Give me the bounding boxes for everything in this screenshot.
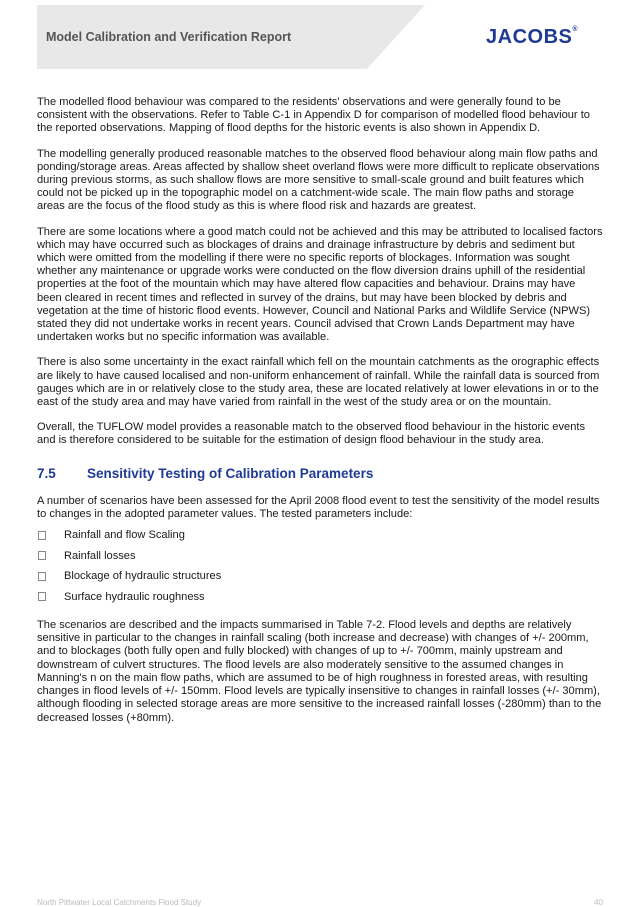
list-item-text: Blockage of hydraulic structures: [64, 570, 222, 583]
section-intro: A number of scenarios have been assessed for the April 2008 flood event to test the sensitivity of the model results to changes in the adopted parameter values. The tested parameters include:: [37, 494, 600, 520]
paragraph: Overall, the TUFLOW model provides a reasonable match to the observed flood behaviour in the historic events and is therefore considered to be suitable for the estimation of design flood behaviour in the study area.: [37, 421, 585, 447]
bullet-icon: [38, 592, 46, 601]
document-body: [37, 96, 603, 737]
section-heading: [37, 466, 603, 481]
section-number: 7.5: [37, 465, 56, 481]
list-item: [37, 525, 603, 546]
footer-study-name: North Pittwater Local Catchments Flood Study: [37, 898, 202, 907]
paragraph: There is also some uncertainty in the exact rainfall which fell on the mountain catchments as the orographic effects are likely to have caused localised and non-uniform enhancement of rainfall. While the rainfall data is sourced from gauges which are in or relatively close to the study area, these are located relatively at lower elevations in or to the east of the study area and may have varied from rainfall in the west of the study area or on the mountain.: [37, 356, 600, 409]
paragraph: The modelling generally produced reasonable matches to the observed flood behaviour along main flow paths and ponding/storage areas. Areas affected by shallow sheet overland flows were more difficult to replicate observations during previous storms, as such shallow flows are more sensitive to small-scale ground and built features which could not be picked up in the topographic model on a catchment-wide scale. The main flow paths and storage areas are the focus of the flood study as this is where flood risk and hazards are greatest.: [37, 147, 600, 213]
section-title: Sensitivity Testing of Calibration Parameters: [87, 465, 374, 481]
list-item: [37, 587, 603, 608]
bullet-icon: [38, 551, 46, 560]
list-item-text: Rainfall and flow Scaling: [64, 529, 185, 542]
list-item: [37, 546, 603, 567]
list-item-text: Surface hydraulic roughness: [64, 590, 205, 603]
list-item: [37, 566, 603, 587]
paragraph: There are some locations where a good match could not be achieved and this may be attributed to localised factors which may have occurred such as blockages of drains and drainage infrastructure by debris and sediment but which were omitted from the modelling if there were no specific reports of blockages. Information was sought whether any maintenance or upgrade works were conducted on the flow diversion drains uphill of the residential properties at the foot of the mountain which may have altered flow capacities and behaviour. Drains may have been cleared in recent times and reflected in survey of the drains, but may have been blocked by debris and vegetation at the time of historic flood events. However, Council and National Parks and Wildlife Service (NPWS) stated they did not undertake works in recent years. Council advised that Crown Lands Department may have undertaken works but no specific information was available.: [37, 225, 603, 344]
logo-text: JACOBS: [486, 26, 573, 48]
list-item-text: Rainfall losses: [64, 549, 136, 562]
bullet-icon: [38, 572, 46, 581]
paragraph: The modelled flood behaviour was compared to the residents' observations and were generally found to be consistent with the observations. Refer to Table C-1 in Appendix D for comparison of modelled flood behaviour to the reported observations. Mapping of flood depths for the historic events is also shown in Appendix D.: [37, 96, 590, 135]
report-title: Model Calibration and Verification Report: [46, 30, 292, 44]
section-closing: The scenarios are described and the impacts summarised in Table 7-2. Flood levels and depths are relatively sensitive in particular to the changes in rainfall scaling (both increase and decrease) with changes of +/- 200mm, and to blockages (both fully open and fully blocked) with changes of up to +/- 700mm, mainly upstream and downstream of culvert structures. The flood levels are also moderately sensitive to the assumed changes in Manning's n on the main flow paths, which are assumed to be of high roughness in forested areas, with resulting changes in flood levels of +/- 150mm. Flood levels are typically insensitive to changes in rainfall losses (+/- 30mm), although flooding in selected storage areas are more sensitive to the increased rainfall losses (-280mm) than to the decreased losses (+80mm).: [37, 619, 602, 724]
jacobs-logo: [486, 26, 578, 49]
parameter-list: [37, 525, 603, 607]
logo-registered-mark: ®: [572, 26, 579, 33]
page-number: 40: [594, 898, 603, 907]
bullet-icon: [38, 531, 46, 540]
